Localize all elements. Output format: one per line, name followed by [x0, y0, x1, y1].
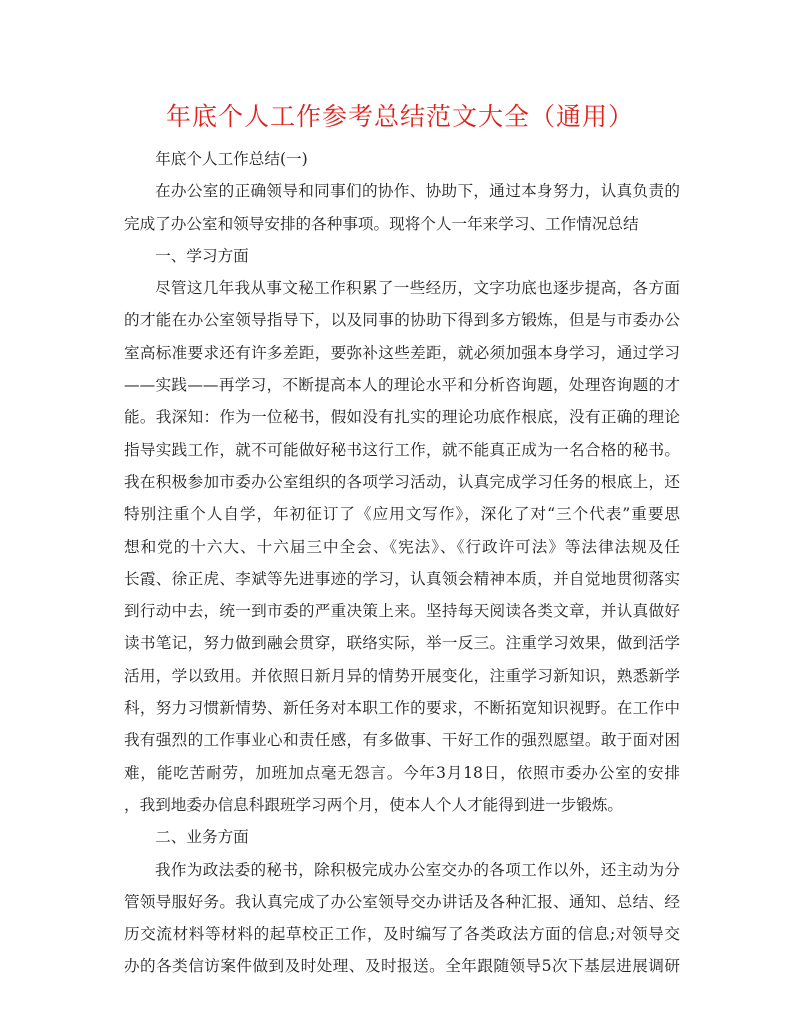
paragraph-line: 我在积极参加市委办公室组织的各项学习活动，认真完成学习任务的根底上，还: [124, 472, 680, 491]
paragraph-line: 能。我深知：作为一位秘书，假如没有扎实的理论功底作根底，没有正确的理论: [124, 408, 680, 427]
paragraph-line: 到行动中去，统一到市委的严重决策上来。坚持每天阅读各类文章，并认真做好: [124, 602, 680, 621]
paragraph-line: 难，能吃苦耐劳，加班加点毫无怨言。今年3月18日，依照市委办公室的安排: [124, 763, 680, 782]
paragraph-line: ，我到地委办信息科跟班学习两个月，使本人个人才能得到进一步锻炼。: [124, 795, 624, 814]
paragraph-line: 科，努力习惯新情势、新任务对本职工作的要求，不断拓宽知识视野。在工作中: [124, 699, 680, 718]
paragraph-line: 我有强烈的工作事业心和责任感，有多做事、干好工作的强烈愿望。敢于面对困: [124, 731, 680, 750]
paragraph-2: [124, 272, 680, 821]
paragraph-line: 的才能在办公室领导指导下，以及同事的协助下得到多方锻炼，但是与市委办公: [124, 311, 680, 330]
paragraph-3: [124, 854, 680, 983]
paragraph-1: [124, 175, 680, 240]
paragraph-line: 完成了办公室和领导安排的各种事项。现将个人一年来学习、工作情况总结: [124, 214, 639, 233]
paragraph-line: 长霞、徐正虎、李斌等先进事迹的学习，认真领会精神本质，并自觉地贯彻落实: [124, 569, 680, 588]
paragraph-line: 管领导服好务。我认真完成了办公室领导交办讲话及各种汇报、通知、总结、经: [124, 892, 680, 911]
paragraph-line: 尽管这几年我从事文秘工作积累了一些经历，文字功底也逐步提高，各方面: [155, 279, 680, 298]
paragraph-line: 历交流材料等材料的起草校正工作，及时编写了各类政法方面的信息;对领导交: [124, 925, 680, 944]
paragraph-line: 在办公室的正确领导和同事们的协作、协助下，通过本身努力，认真负责的: [155, 182, 680, 201]
document-title: 年底个人工作参考总结范文大全（通用）: [165, 102, 634, 131]
paragraph-line: 特别注重个人自学，年初征订了《应用文写作》，深化了对“三个代表”重要思: [124, 505, 680, 524]
paragraph-line: 办的各类信访案件做到及时处理、及时报送。全年跟随领导5次下基层进展调研: [124, 957, 680, 976]
subtitle: 年底个人工作总结(一): [155, 150, 308, 168]
paragraph-line: ——实践——再学习，不断提高本人的理论水平和分析咨询题，处理咨询题的才: [124, 376, 680, 395]
paragraph-line: 读书笔记，努力做到融会贯穿，联络实际，举一反三。注重学习效果，做到活学: [124, 634, 680, 653]
paragraph-line: 活用，学以致用。并依照日新月异的情势开展变化，注重学习新知识，熟悉新学: [124, 666, 680, 685]
section-heading-business: 二、业务方面: [155, 828, 249, 847]
paragraph-line: 室高标准要求还有许多差距，要弥补这些差距，就必须加强本身学习，通过学习: [124, 343, 680, 362]
paragraph-line: 我作为政法委的秘书，除积极完成办公室交办的各项工作以外，还主动为分: [155, 860, 680, 879]
document-body: [124, 143, 680, 983]
paragraph-line: 指导实践工作，就不可能做好秘书这行工作，就不能真正成为一名合格的秘书。: [124, 440, 680, 459]
section-heading-study: 一、学习方面: [155, 246, 249, 265]
paragraph-line: 想和党的十六大、十六届三中全会、《宪法》、《行政许可法》等法律法规及任: [124, 537, 680, 556]
